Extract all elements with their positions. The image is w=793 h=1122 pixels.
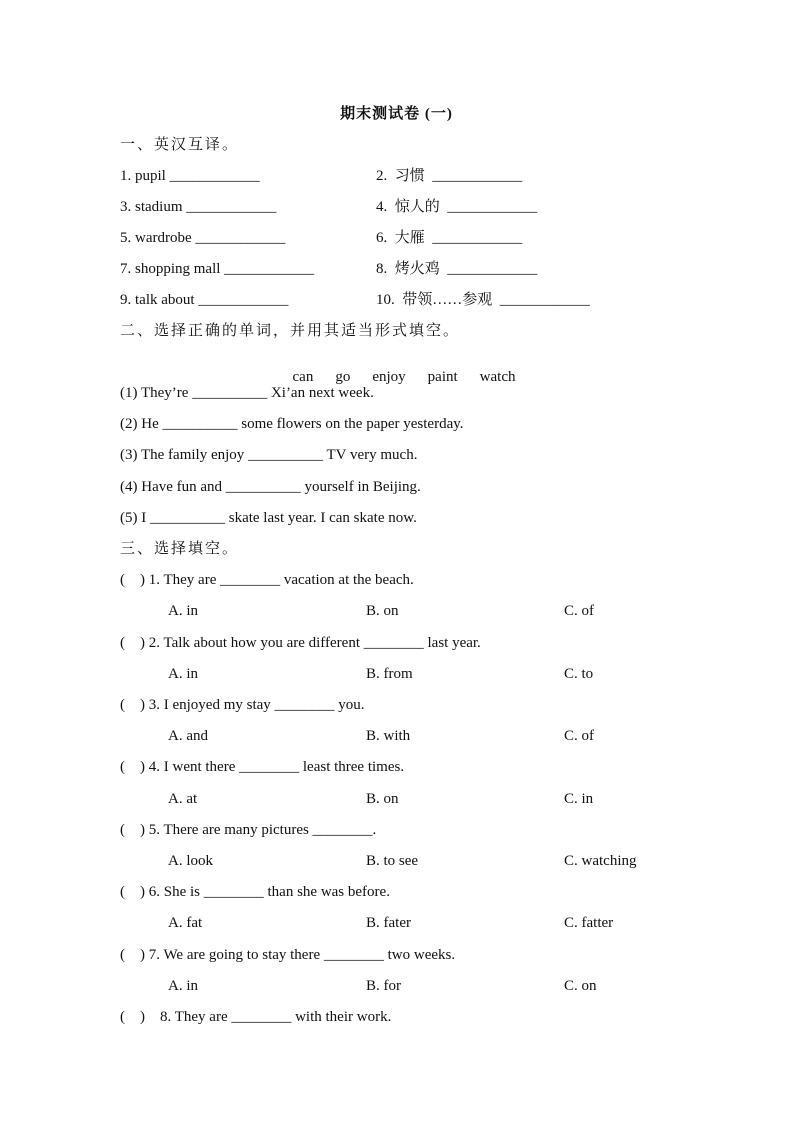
translation-item-7: 7. shopping mall ____________ — [120, 261, 315, 277]
question-5-option-a: A. look — [168, 853, 213, 869]
fill-item-5: (5) I __________ skate last year. I can skate now. — [120, 510, 417, 526]
translation-item-5: 5. wardrobe ____________ — [120, 230, 286, 246]
word-bank-item: paint — [427, 369, 458, 385]
question-1-option-c: C. of — [564, 603, 594, 619]
question-7-stem: ( ) 7. We are going to stay there ________ two weeks. — [120, 947, 456, 963]
question-7-option-c: C. on — [564, 978, 597, 994]
section1-heading: 一、英汉互译。 — [120, 137, 240, 153]
word-bank-item: go — [335, 369, 351, 385]
question-6-stem: ( ) 6. She is ________ than she was before. — [120, 884, 390, 900]
fill-item-1: (1) They’re __________ Xi’an next week. — [120, 385, 374, 401]
question-1-option-a: A. in — [168, 603, 198, 619]
question-5-stem: ( ) 5. There are many pictures ________. — [120, 822, 377, 838]
translation-item-1: 1. pupil ____________ — [120, 168, 260, 184]
question-1-option-b: B. on — [366, 603, 399, 619]
page-title: 期末测试卷 (一) — [340, 106, 453, 122]
fill-item-3: (3) The family enjoy __________ TV very much. — [120, 447, 418, 463]
translation-item-6: 6. 大雁 ____________ — [376, 230, 523, 246]
translation-item-2: 2. 习惯 ____________ — [376, 168, 523, 184]
question-2-option-a: A. in — [168, 666, 198, 682]
question-3-option-b: B. with — [366, 728, 411, 744]
question-2-option-b: B. from — [366, 666, 413, 682]
translation-item-4: 4. 惊人的 ____________ — [376, 199, 538, 215]
word-bank-item: watch — [479, 369, 516, 385]
question-6-option-b: B. fater — [366, 915, 411, 931]
question-5-option-c: C. watching — [564, 853, 637, 869]
translation-item-10: 10. 带领……参观 ____________ — [376, 292, 590, 308]
translation-item-9: 9. talk about ____________ — [120, 292, 289, 308]
fill-item-2: (2) He __________ some flowers on the paper yesterday. — [120, 416, 464, 432]
question-3-option-c: C. of — [564, 728, 594, 744]
question-4-option-b: B. on — [366, 791, 399, 807]
question-7-option-b: B. for — [366, 978, 401, 994]
question-2-stem: ( ) 2. Talk about how you are different ________ last year. — [120, 635, 481, 651]
translation-item-3: 3. stadium ____________ — [120, 199, 277, 215]
word-bank-item: enjoy — [372, 369, 406, 385]
section2-heading: 二、选择正确的单词，并用其适当形式填空。 — [120, 323, 461, 339]
fill-item-4: (4) Have fun and __________ yourself in Beijing. — [120, 479, 421, 495]
question-4-option-a: A. at — [168, 791, 198, 807]
question-4-stem: ( ) 4. I went there ________ least three times. — [120, 759, 405, 775]
translation-item-8: 8. 烤火鸡 ____________ — [376, 261, 538, 277]
question-2-option-c: C. to — [564, 666, 594, 682]
question-1-stem: ( ) 1. They are ________ vacation at the beach. — [120, 572, 414, 588]
question-3-stem: ( ) 3. I enjoyed my stay ________ you. — [120, 697, 365, 713]
section3-heading: 三、选择填空。 — [120, 541, 240, 557]
word-bank-item: can — [292, 369, 314, 385]
question-3-option-a: A. and — [168, 728, 208, 744]
question-4-option-c: C. in — [564, 791, 594, 807]
question-8-stem: ( ) 8. They are ________ with their work. — [120, 1009, 392, 1025]
question-5-option-b: B. to see — [366, 853, 419, 869]
question-7-option-a: A. in — [168, 978, 198, 994]
word-bank — [0, 352, 793, 403]
question-6-option-a: A. fat — [168, 915, 203, 931]
question-6-option-c: C. fatter — [564, 915, 614, 931]
